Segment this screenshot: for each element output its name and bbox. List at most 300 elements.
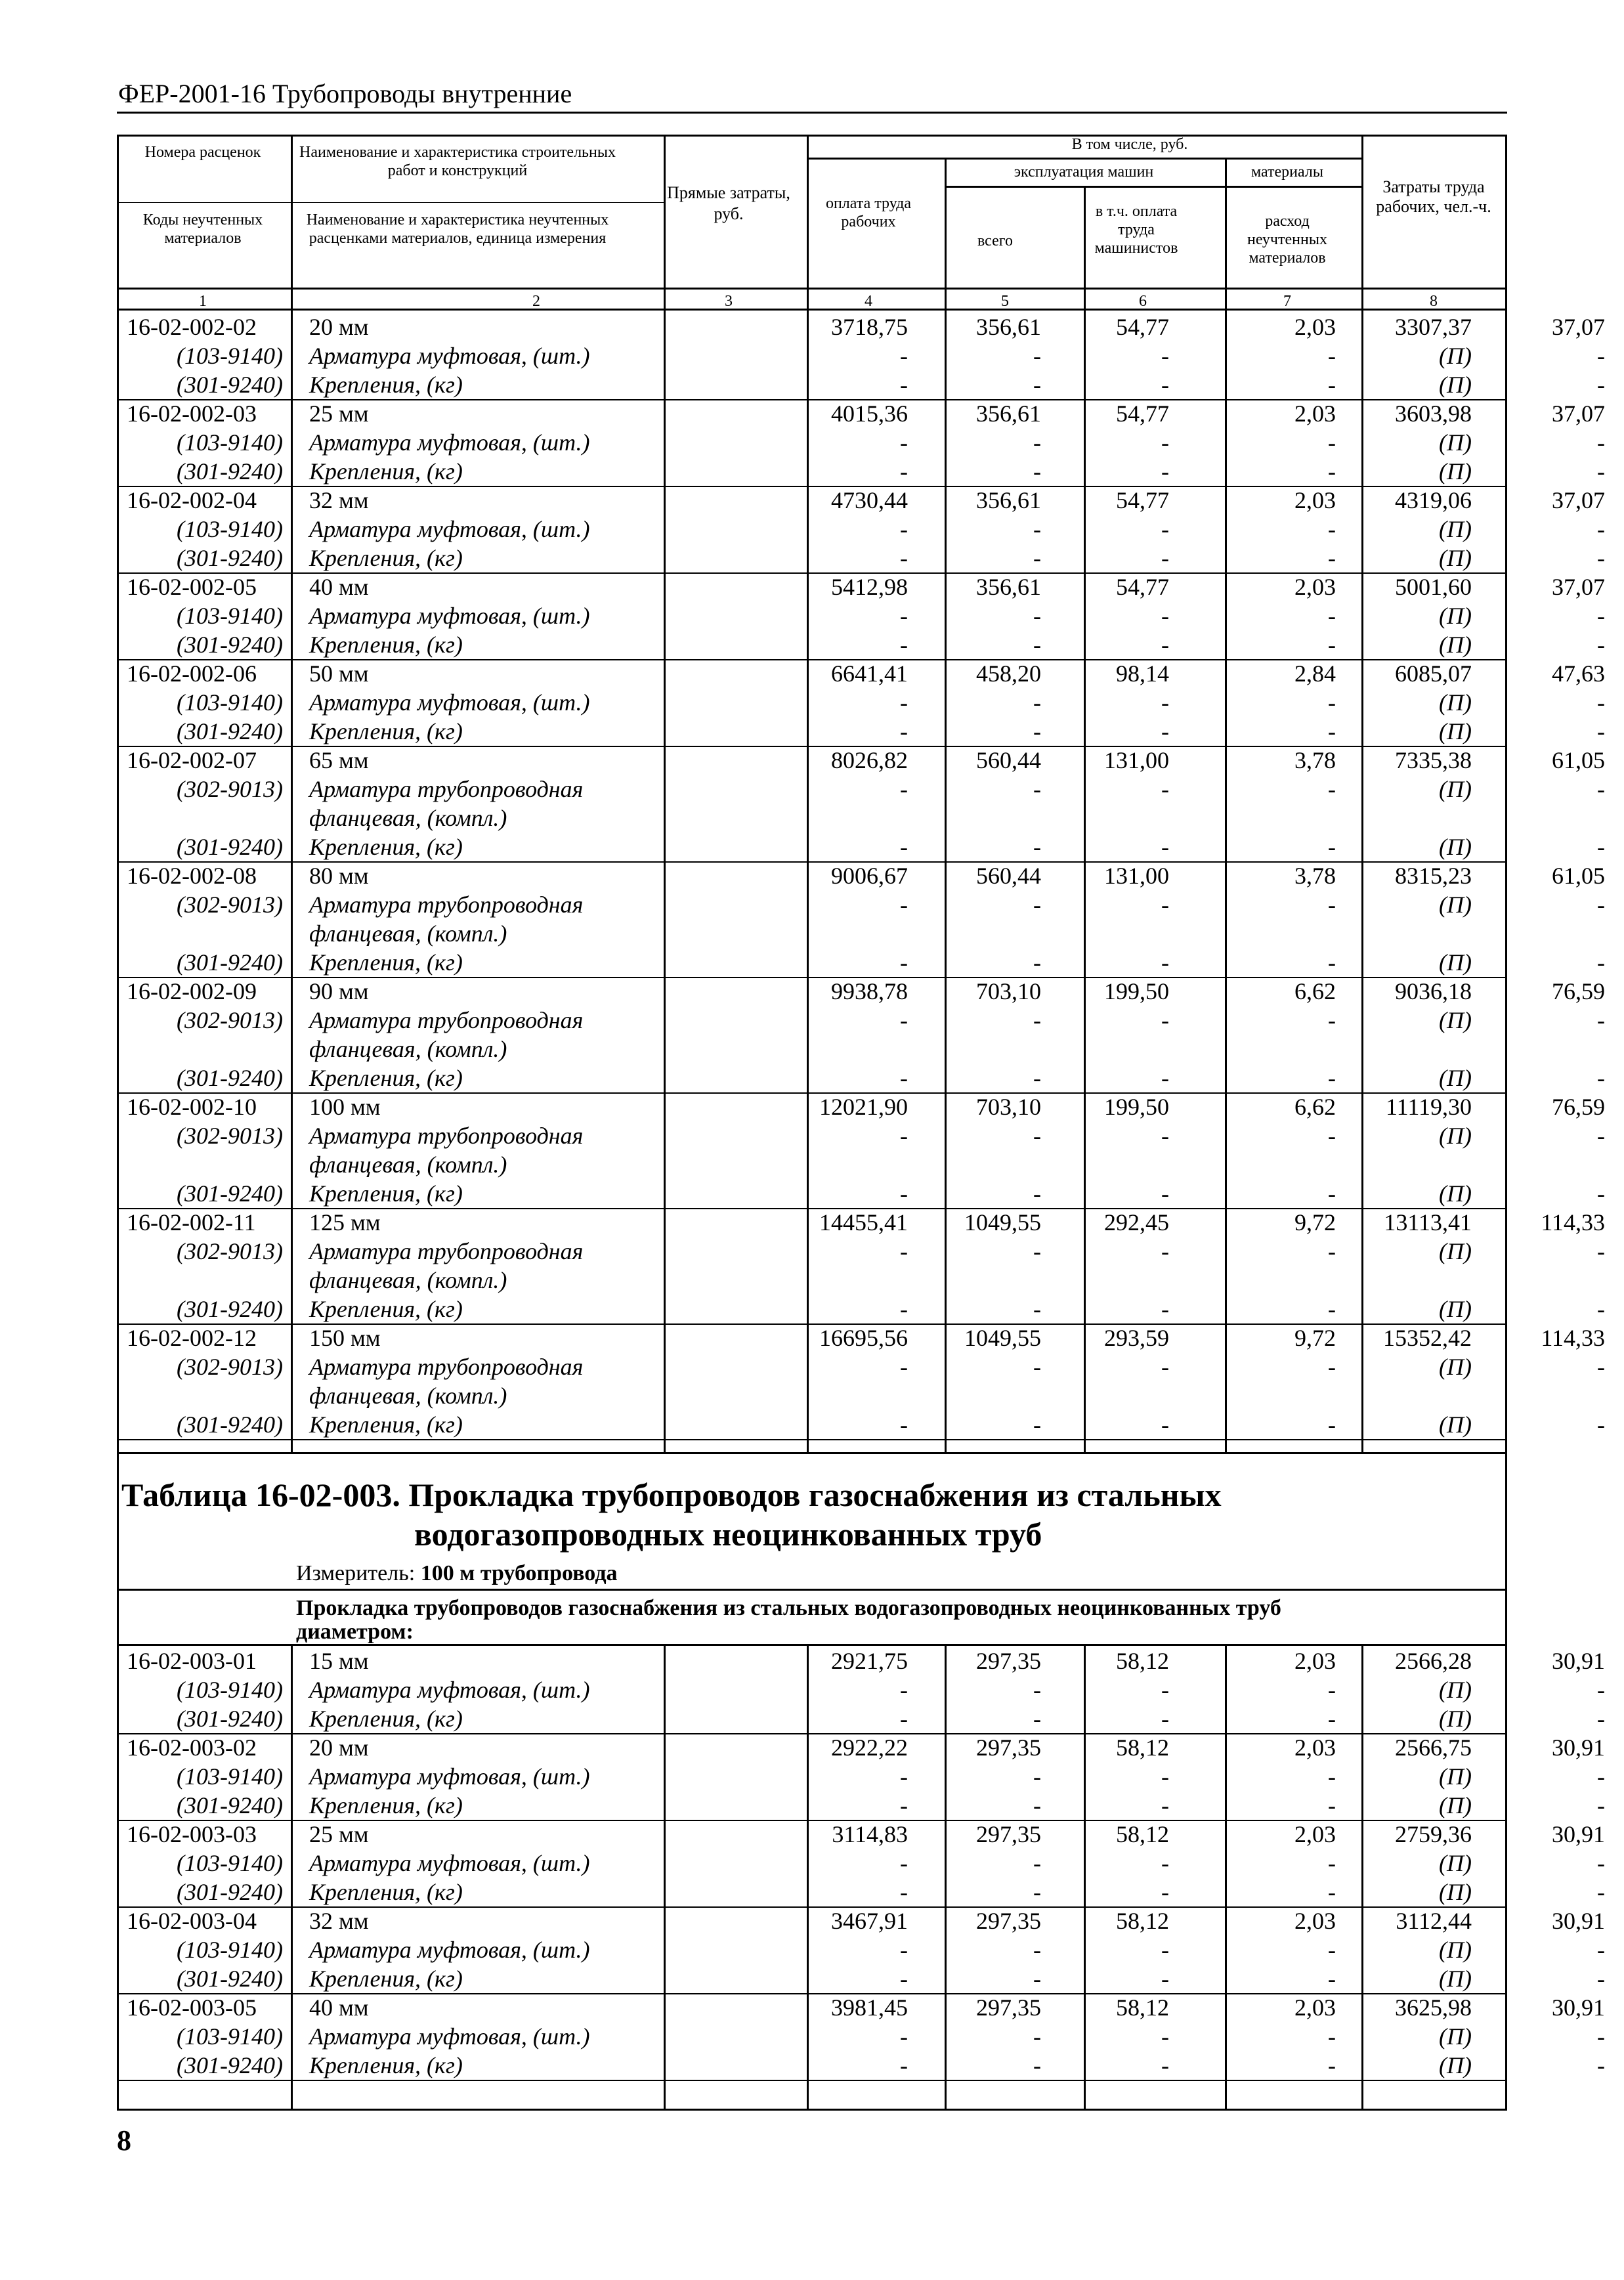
- machinist-labor-cost: 2,03: [1294, 487, 1336, 513]
- dash: -: [1161, 949, 1169, 976]
- table-title: Таблица 16-02-003. Прокладка трубопроводов газоснабжения из стальных: [121, 1476, 1222, 1513]
- material-name: Крепления, (кг): [309, 1706, 463, 1732]
- material-code: (103-9140): [177, 1677, 283, 1703]
- p-mark: (П): [1439, 1354, 1472, 1380]
- material-code: (103-9140): [177, 516, 283, 542]
- dash: -: [1033, 718, 1041, 744]
- dash: -: [1597, 1354, 1605, 1380]
- grid-line: [664, 309, 666, 1452]
- dash: -: [1161, 1354, 1169, 1380]
- dash: -: [1328, 458, 1336, 484]
- material-name: Крепления, (кг): [309, 2052, 463, 2078]
- row-divider: [119, 2080, 1505, 2081]
- dash: -: [1328, 545, 1336, 571]
- dash: -: [1033, 949, 1041, 976]
- table-row: [119, 1323, 1605, 1352]
- dash: -: [1161, 776, 1169, 802]
- material-name: Арматура муфтовая, (шт.): [309, 1937, 590, 1963]
- p-mark: (П): [1439, 1238, 1472, 1264]
- dash: -: [900, 892, 908, 918]
- labor-cost: 703,10: [976, 978, 1041, 1004]
- rate-code: 16-02-002-08: [127, 863, 257, 889]
- material-name: фланцевая, (компл.): [309, 1151, 507, 1178]
- material-code: (301-9240): [177, 2052, 283, 2078]
- machinist-labor-cost: 6,62: [1294, 1094, 1336, 1120]
- material-code: (302-9013): [177, 776, 283, 802]
- table-row: [119, 1733, 1605, 1762]
- header-divider: [119, 288, 1505, 290]
- machinist-labor-cost: 2,03: [1294, 1648, 1336, 1674]
- dash: -: [900, 1937, 908, 1963]
- machine-cost: 58,12: [1116, 1994, 1169, 2021]
- work-name: 20 мм: [309, 314, 369, 340]
- p-mark: (П): [1439, 1850, 1472, 1876]
- p-mark: (П): [1439, 372, 1472, 398]
- table-row: [119, 717, 1605, 746]
- labor-hours: 30,91: [1552, 1648, 1605, 1674]
- direct-cost: 2921,75: [831, 1648, 908, 1674]
- table-row: [119, 919, 1509, 948]
- dash: -: [1328, 2052, 1336, 2078]
- dash: -: [1597, 1792, 1605, 1818]
- work-name: 32 мм: [309, 1908, 369, 1934]
- material-code: (302-9013): [177, 892, 283, 918]
- dash: -: [1597, 1180, 1605, 1207]
- col6-header: в т.ч. оплата труда машинистов: [1094, 203, 1178, 257]
- table-row: [119, 515, 1605, 544]
- material-name: Арматура трубопроводная: [309, 1354, 584, 1380]
- table-row: [119, 486, 1605, 515]
- labor-cost: 356,61: [976, 400, 1041, 427]
- dash: -: [1597, 1677, 1605, 1703]
- table-row: [119, 1791, 1605, 1820]
- table-row: [119, 2051, 1605, 2080]
- dash: -: [1033, 1763, 1041, 1790]
- dash: -: [1033, 1238, 1041, 1264]
- material-code: (301-9240): [177, 834, 283, 860]
- direct-cost: 8026,82: [831, 747, 908, 773]
- col-number: 7: [1283, 293, 1291, 310]
- material-code: (301-9240): [177, 1065, 283, 1091]
- table-row: [119, 1006, 1605, 1035]
- table-row: [119, 977, 1605, 1006]
- rate-code: 16-02-002-02: [127, 314, 257, 340]
- dash: -: [1161, 1180, 1169, 1207]
- rate-code: 16-02-003-03: [127, 1821, 257, 1847]
- header-divider: [807, 158, 1361, 160]
- dash: -: [900, 545, 908, 571]
- p-mark: (П): [1439, 1879, 1472, 1905]
- table-row: [119, 341, 1605, 370]
- dash: -: [1328, 1007, 1336, 1033]
- dash: -: [1033, 1296, 1041, 1322]
- price-table: [117, 135, 1605, 2111]
- rate-code: 16-02-003-02: [127, 1734, 257, 1761]
- work-name: 90 мм: [309, 978, 369, 1004]
- table-row: [119, 1295, 1605, 1323]
- dash: -: [1033, 372, 1041, 398]
- machine-cost: 292,45: [1104, 1209, 1169, 1236]
- dash: -: [900, 2023, 908, 2050]
- grid-line: [291, 137, 293, 309]
- page-number: 8: [117, 2124, 131, 2157]
- materials-header: материалы: [1250, 163, 1323, 181]
- machine-cost: 54,77: [1116, 400, 1169, 427]
- col-number: 3: [725, 293, 733, 310]
- labor-cost: 560,44: [976, 747, 1041, 773]
- material-cost: 2566,75: [1395, 1734, 1472, 1761]
- table-row: [119, 1820, 1605, 1849]
- dash: -: [1328, 372, 1336, 398]
- direct-cost: 5412,98: [831, 574, 908, 600]
- dash: -: [1161, 892, 1169, 918]
- table-row: [119, 399, 1605, 428]
- machine-cost: 98,14: [1116, 660, 1169, 687]
- machine-cost: 199,50: [1104, 1094, 1169, 1120]
- col-number: 6: [1139, 293, 1147, 310]
- table-row: [119, 688, 1605, 717]
- col7-header: расход неучтенных материалов: [1247, 213, 1327, 267]
- dash: -: [1597, 1238, 1605, 1264]
- col8-header: Затраты труда рабочих, чел.-ч.: [1376, 177, 1491, 216]
- grid-line: [1361, 137, 1363, 309]
- dash: -: [900, 1296, 908, 1322]
- p-mark: (П): [1439, 1296, 1472, 1322]
- dash: -: [1161, 372, 1169, 398]
- dash: -: [1033, 1065, 1041, 1091]
- labor-cost: 297,35: [976, 1734, 1041, 1761]
- p-mark: (П): [1439, 516, 1472, 542]
- table-row: [119, 1121, 1605, 1150]
- table2-divider: [119, 1589, 1505, 1591]
- dash: -: [1033, 892, 1041, 918]
- grid-line: [807, 309, 809, 1452]
- material-cost: 8315,23: [1395, 863, 1472, 889]
- dash: -: [1328, 1966, 1336, 1992]
- col-number: 5: [1001, 293, 1009, 310]
- labor-cost: 356,61: [976, 574, 1041, 600]
- labor-cost: 356,61: [976, 314, 1041, 340]
- direct-cost: 3467,91: [831, 1908, 908, 1934]
- direct-cost: 2922,22: [831, 1734, 908, 1761]
- material-cost: 7335,38: [1395, 747, 1472, 773]
- work-name: 40 мм: [309, 1994, 369, 2021]
- table-row: [119, 1675, 1605, 1704]
- dash: -: [1161, 343, 1169, 369]
- labor-hours: 30,91: [1552, 1908, 1605, 1934]
- row-divider: [119, 659, 1505, 660]
- table-row: [119, 775, 1605, 804]
- p-mark: (П): [1439, 718, 1472, 744]
- material-name: Арматура муфтовая, (шт.): [309, 1763, 590, 1790]
- dash: -: [1597, 372, 1605, 398]
- p-mark: (П): [1439, 2052, 1472, 2078]
- dash: -: [1161, 632, 1169, 658]
- dash: -: [900, 1354, 908, 1380]
- dash: -: [900, 1879, 908, 1905]
- row-divider: [119, 1439, 1505, 1440]
- rate-code: 16-02-002-12: [127, 1325, 257, 1351]
- rate-code: 16-02-002-04: [127, 487, 257, 513]
- dash: -: [900, 1411, 908, 1438]
- labor-hours: 30,91: [1552, 1734, 1605, 1761]
- table-row: [119, 1035, 1509, 1064]
- labor-hours: 37,07: [1552, 314, 1605, 340]
- direct-cost: 9006,67: [831, 863, 908, 889]
- table-row: [119, 804, 1509, 832]
- dash: -: [1161, 718, 1169, 744]
- dash: -: [1033, 1937, 1041, 1963]
- material-cost: 3112,44: [1396, 1908, 1472, 1934]
- direct-cost: 14455,41: [819, 1209, 908, 1236]
- direct-cost: 3981,45: [831, 1994, 908, 2021]
- p-mark: (П): [1439, 1180, 1472, 1207]
- material-code: (301-9240): [177, 545, 283, 571]
- table-row: [119, 1704, 1605, 1733]
- section-heading: Прокладка трубопроводов газоснабжения из стальных водогазопроводных неоцинкованных труб: [296, 1596, 1281, 1620]
- dash: -: [1328, 1123, 1336, 1149]
- material-code: (103-9140): [177, 1850, 283, 1876]
- grid-line: [291, 1644, 293, 2109]
- machine-cost: 58,12: [1116, 1908, 1169, 1934]
- p-mark: (П): [1439, 458, 1472, 484]
- material-code: (302-9013): [177, 1007, 283, 1033]
- direct-cost: 16695,56: [819, 1325, 908, 1351]
- p-mark: (П): [1439, 343, 1472, 369]
- material-name: Крепления, (кг): [309, 834, 463, 860]
- work-name: 50 мм: [309, 660, 369, 687]
- labor-hours: 76,59: [1552, 978, 1605, 1004]
- material-name: Крепления, (кг): [309, 949, 463, 976]
- rate-code: 16-02-002-06: [127, 660, 257, 687]
- header-divider: [119, 202, 664, 203]
- rate-code: 16-02-003-05: [127, 1994, 257, 2021]
- p-mark: (П): [1439, 1123, 1472, 1149]
- dash: -: [1033, 343, 1041, 369]
- dash: -: [1597, 2052, 1605, 2078]
- dash: -: [1033, 429, 1041, 456]
- material-name: Арматура муфтовая, (шт.): [309, 2023, 590, 2050]
- machinist-labor-cost: 2,03: [1294, 314, 1336, 340]
- dash: -: [1033, 1966, 1041, 1992]
- dash: -: [1161, 1706, 1169, 1732]
- material-name: Арматура трубопроводная: [309, 1007, 584, 1033]
- material-name: Крепления, (кг): [309, 1792, 463, 1818]
- p-mark: (П): [1439, 949, 1472, 976]
- direct-cost: 3114,83: [832, 1821, 908, 1847]
- material-code: (103-9140): [177, 429, 283, 456]
- p-mark: (П): [1439, 545, 1472, 571]
- machine-cost: 131,00: [1104, 863, 1169, 889]
- dash: -: [1328, 1792, 1336, 1818]
- table-row: [119, 1381, 1509, 1410]
- dash: -: [1597, 458, 1605, 484]
- direct-cost: 3718,75: [831, 314, 908, 340]
- work-name: 80 мм: [309, 863, 369, 889]
- row-divider: [119, 1092, 1505, 1094]
- dash: -: [1328, 1296, 1336, 1322]
- material-code: (301-9240): [177, 1296, 283, 1322]
- material-name: Арматура муфтовая, (шт.): [309, 429, 590, 456]
- grid-line: [1084, 186, 1086, 309]
- dash: -: [1328, 2023, 1336, 2050]
- row-divider: [119, 746, 1505, 747]
- dash: -: [1328, 1763, 1336, 1790]
- material-name: Крепления, (кг): [309, 632, 463, 658]
- material-code: (103-9140): [177, 2023, 283, 2050]
- dash: -: [1328, 1677, 1336, 1703]
- dash: -: [900, 689, 908, 716]
- rate-code: 16-02-002-03: [127, 400, 257, 427]
- material-cost: 3603,98: [1395, 400, 1472, 427]
- dash: -: [1597, 1763, 1605, 1790]
- material-code: (302-9013): [177, 1123, 283, 1149]
- grid-line: [945, 309, 947, 1452]
- dash: -: [1597, 949, 1605, 976]
- work-name: 15 мм: [309, 1648, 369, 1674]
- table-row: [119, 370, 1605, 399]
- p-mark: (П): [1439, 1966, 1472, 1992]
- dash: -: [1033, 1354, 1041, 1380]
- dash: -: [1033, 2023, 1041, 2050]
- dash: -: [1328, 1850, 1336, 1876]
- p-mark: (П): [1439, 1706, 1472, 1732]
- table-row: [119, 312, 1605, 341]
- labor-hours: 47,63: [1552, 660, 1605, 687]
- dash: -: [900, 1007, 908, 1033]
- labor-hours: 30,91: [1552, 1821, 1605, 1847]
- table-row: [119, 457, 1605, 486]
- p-mark: (П): [1439, 1792, 1472, 1818]
- grid-line: [664, 137, 666, 309]
- dash: -: [1328, 892, 1336, 918]
- table-row: [119, 1208, 1605, 1237]
- dash: -: [1328, 1411, 1336, 1438]
- col1-top-header: Номера расценок: [144, 144, 261, 161]
- p-mark: (П): [1439, 1937, 1472, 1963]
- dash: -: [1328, 603, 1336, 629]
- dash: -: [1597, 1123, 1605, 1149]
- material-cost: 3307,37: [1395, 314, 1472, 340]
- dash: -: [1161, 2023, 1169, 2050]
- dash: -: [1033, 1850, 1041, 1876]
- table-row: [119, 1646, 1605, 1675]
- table-row: [119, 630, 1605, 659]
- row-divider: [119, 977, 1505, 978]
- dash: -: [1033, 1123, 1041, 1149]
- table-row: [119, 861, 1605, 890]
- material-name: Арматура трубопроводная: [309, 776, 584, 802]
- dash: -: [1033, 1180, 1041, 1207]
- work-name: 100 мм: [309, 1094, 381, 1120]
- dash: -: [900, 458, 908, 484]
- material-cost: 15352,42: [1383, 1325, 1472, 1351]
- table-row: [119, 572, 1605, 601]
- dash: -: [900, 632, 908, 658]
- dash: -: [1328, 689, 1336, 716]
- labor-hours: 37,07: [1552, 574, 1605, 600]
- machinist-labor-cost: 2,03: [1294, 1994, 1336, 2021]
- dash: -: [1328, 1706, 1336, 1732]
- dash: -: [1161, 689, 1169, 716]
- grid-line: [1361, 309, 1363, 1452]
- rate-code: 16-02-002-11: [127, 1209, 256, 1236]
- dash: -: [1328, 834, 1336, 860]
- row-divider: [119, 1820, 1505, 1821]
- dash: -: [1597, 834, 1605, 860]
- dash: -: [1161, 1007, 1169, 1033]
- dash: -: [1597, 892, 1605, 918]
- table-row: [119, 1352, 1605, 1381]
- table-row: [119, 1964, 1605, 1993]
- grid-line: [1225, 309, 1227, 1452]
- material-cost: 4319,06: [1395, 487, 1472, 513]
- dash: -: [1033, 1677, 1041, 1703]
- dash: -: [1161, 834, 1169, 860]
- dash: -: [1033, 2052, 1041, 2078]
- material-name: Крепления, (кг): [309, 458, 463, 484]
- p-mark: (П): [1439, 632, 1472, 658]
- table-row: [119, 1410, 1605, 1439]
- labor-cost: 1049,55: [964, 1209, 1041, 1236]
- material-name: Арматура муфтовая, (шт.): [309, 516, 590, 542]
- dash: -: [900, 776, 908, 802]
- material-code: (301-9240): [177, 718, 283, 744]
- row-divider: [119, 572, 1505, 574]
- dash: -: [900, 603, 908, 629]
- table-row: [119, 832, 1605, 861]
- dash: -: [1161, 516, 1169, 542]
- dash: -: [1161, 545, 1169, 571]
- dash: -: [1033, 834, 1041, 860]
- dash: -: [900, 1850, 908, 1876]
- dash: -: [900, 949, 908, 976]
- dash: -: [1328, 632, 1336, 658]
- col-number: 4: [865, 293, 872, 310]
- dash: -: [900, 516, 908, 542]
- material-cost: 2759,36: [1395, 1821, 1472, 1847]
- material-name: Арматура муфтовая, (шт.): [309, 1677, 590, 1703]
- row-divider: [119, 861, 1505, 863]
- col5-header: всего: [977, 232, 1014, 249]
- page-title: ФЕР-2001-16 Трубопроводы внутренние: [118, 79, 572, 108]
- material-cost: 5001,60: [1395, 574, 1472, 600]
- table-row: [119, 948, 1605, 977]
- p-mark: (П): [1439, 892, 1472, 918]
- p-mark: (П): [1439, 689, 1472, 716]
- machinist-labor-cost: 3,78: [1294, 863, 1336, 889]
- dash: -: [1033, 458, 1041, 484]
- table-row: [119, 2022, 1605, 2051]
- dash: -: [1033, 776, 1041, 802]
- machinist-labor-cost: 2,03: [1294, 400, 1336, 427]
- dash: -: [1033, 1411, 1041, 1438]
- labor-cost: 297,35: [976, 1994, 1041, 2021]
- material-cost: 6085,07: [1395, 660, 1472, 687]
- grid-line: [807, 1644, 809, 2109]
- material-cost: 13113,41: [1384, 1209, 1472, 1236]
- p-mark: (П): [1439, 1763, 1472, 1790]
- material-code: (301-9240): [177, 1411, 283, 1438]
- material-name: Крепления, (кг): [309, 1879, 463, 1905]
- section-heading-continued: диаметром:: [296, 1620, 414, 1644]
- dash: -: [1033, 1879, 1041, 1905]
- dash: -: [1033, 603, 1041, 629]
- labor-hours: 30,91: [1552, 1994, 1605, 2021]
- machinist-labor-cost: 3,78: [1294, 747, 1336, 773]
- material-name: Крепления, (кг): [309, 1966, 463, 1992]
- table1-bottom: [119, 1452, 1505, 1454]
